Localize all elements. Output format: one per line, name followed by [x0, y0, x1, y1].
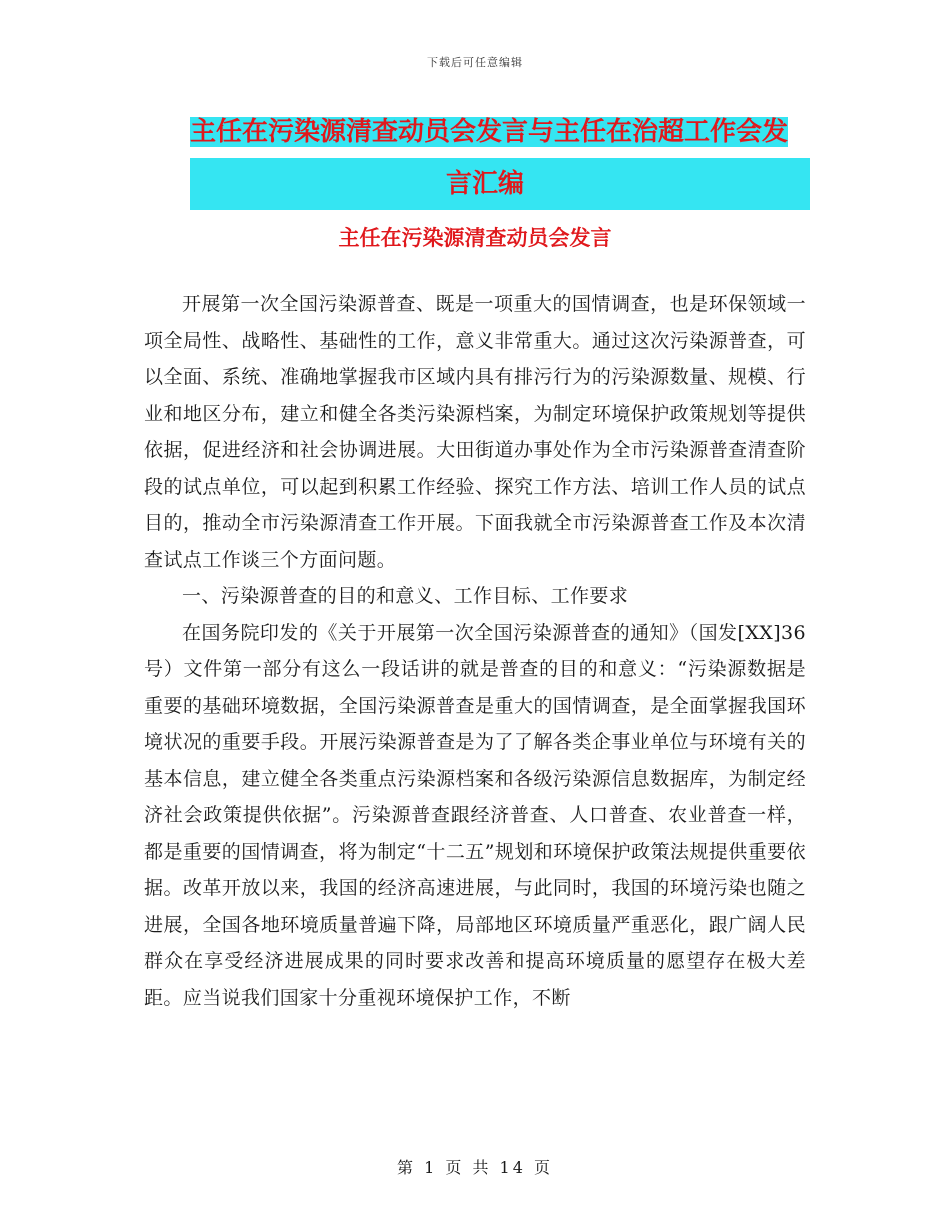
section-heading: 主任在污染源清查动员会发言	[338, 226, 612, 250]
document-title	[190, 106, 810, 210]
title-line-2-text: 言汇编	[445, 169, 524, 199]
paragraph: 在国务院印发的《关于开展第一次全国污染源普查的通知》（国发[XX]36号）文件第一部分有这么一段话讲的就是普查的目的和意义：“污染源数据是重要的基础环境数据，全国污染源普查是重大的国情调查，是全面掌握我国环境状况的重要手段。开展污染源普查是为了了解各类企事业单位与环境有关的基本信息，建立健全各类重点污染源档案和各级污染源信息数据库，为制定经济社会政策提供依据”。污染源普查跟经济普查、人口普查、农业普查一样，都是重要的国情调查，将为制定“十二五”规划和环境保护政策法规提供重要依据。改革开放以来，我国的经济高速进展，与此同时，我国的环境污染也随之进展，全国各地环境质量普遍下降，局部地区环境质量严重恶化，跟广阔人民群众在享受经济进展成果的同时要求改善和提高环境质量的愿望存在极大差距。应当说我们国家十分重视环境保护工作，不断	[144, 621, 806, 1009]
paragraph: 开展第一次全国污染源普查、既是一项重大的国情调查，也是环保领域一项全局性、战略性、基础性的工作，意义非常重大。通过这次污染源普查，可以全面、系统、准确地掌握我市区域内具有排污行为的污染源数量、规模、行业和地区分布，建立和健全各类污染源档案，为制定环境保护政策规划等提供依据，促进经济和社会协调进展。大田街道办事处作为全市污染源普查清查阶段的试点单位，可以起到积累工作经验、探究工作方法、培训工作人员的试点目的，推动全市污染源清查工作开展。下面我就全市污染源普查工作及本次清查试点工作谈三个方面问题。	[144, 293, 806, 571]
title-line-2	[190, 158, 810, 210]
title-line-1: 主任在污染源清查动员会发言与主任在治超工作会发	[190, 117, 789, 147]
header-note: 下载后可任意编辑	[427, 56, 523, 69]
body-text	[144, 286, 806, 1016]
page-indicator: 第 1 页 共 14 页	[397, 1158, 553, 1177]
paragraph: 一、污染源普查的目的和意义、工作目标、工作要求	[182, 585, 629, 607]
